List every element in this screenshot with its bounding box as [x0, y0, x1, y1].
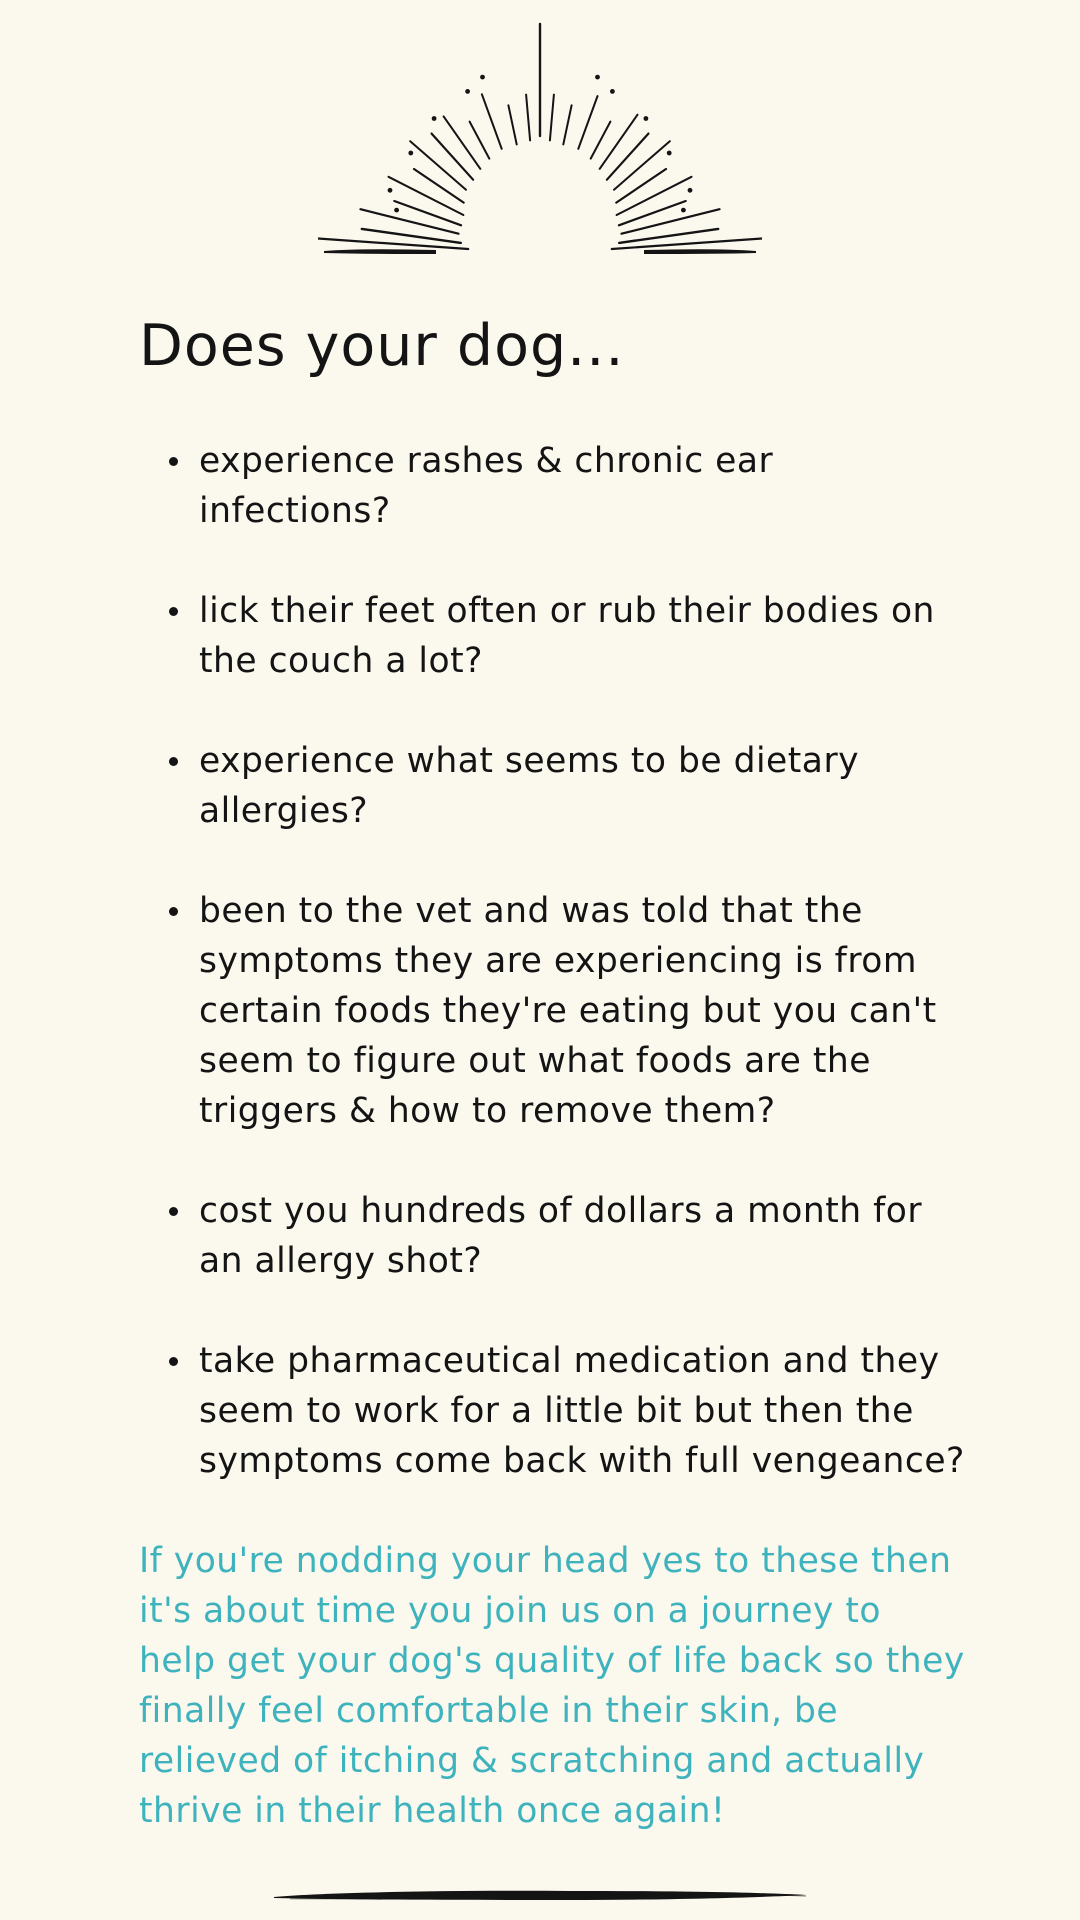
- sunburst-dot: [408, 151, 413, 156]
- list-item: experience rashes & chronic ear infections?: [139, 436, 969, 536]
- sunburst-ray: [614, 141, 670, 190]
- sunburst-ray: [482, 94, 502, 149]
- sunburst-dot: [667, 151, 672, 156]
- sunburst-dot: [388, 188, 393, 193]
- list-item: take pharmaceutical medication and they seem to work for a little bit but then the symptoms come back with full vengeance?: [139, 1336, 969, 1486]
- sunburst-ray: [410, 141, 466, 190]
- sunburst-ray: [508, 105, 516, 144]
- sunburst-dot: [610, 89, 615, 94]
- symptom-list: [139, 436, 969, 1536]
- list-item: been to the vet and was told that the symptoms they are experiencing is from certain foods they're eating but you can't seem to figure out what foods are the triggers & how to remove them?: [139, 886, 969, 1136]
- sunburst-ray: [432, 134, 474, 180]
- sunburst-dot: [681, 208, 686, 213]
- call-to-action-text: If you're nodding your head yes to these then it's about time you join us on a journey to help get your dog's quality of life back so they finally feel comfortable in their skin, be relieved of itching & scratching and actually thrive in their health once again!: [139, 1541, 965, 1831]
- page-title: Does your dog...: [139, 313, 625, 379]
- list-item: cost you hundreds of dollars a month for an allergy shot?: [139, 1186, 969, 1286]
- brush-stroke-divider: [270, 1888, 810, 1904]
- sunburst-ray: [526, 95, 530, 141]
- sunburst-ray: [600, 115, 638, 169]
- sunburst-ray: [619, 201, 686, 225]
- sunburst-dot: [644, 116, 649, 121]
- sunburst-ray: [550, 95, 554, 141]
- sunburst-dot: [688, 188, 693, 193]
- sunburst-dot: [465, 89, 470, 94]
- sunburst-ray: [470, 122, 490, 159]
- sunburst-ray: [563, 105, 571, 144]
- sunburst-ray: [607, 134, 649, 180]
- sunburst-ray: [578, 96, 597, 149]
- sunburst-dot: [394, 208, 399, 213]
- sunburst-icon: [318, 14, 762, 254]
- list-item: lick their feet often or rub their bodies on the couch a lot?: [139, 586, 969, 686]
- sunburst-dot: [432, 116, 437, 121]
- sunburst-ray: [591, 122, 611, 159]
- sunburst-ray: [394, 201, 461, 225]
- sunburst-dot: [480, 75, 485, 80]
- sunburst-dot: [595, 75, 600, 80]
- sunburst-ray: [444, 116, 481, 168]
- sunburst-ray: [616, 169, 666, 203]
- sunburst-ray: [414, 169, 464, 203]
- list-item: experience what seems to be dietary allergies?: [139, 736, 969, 836]
